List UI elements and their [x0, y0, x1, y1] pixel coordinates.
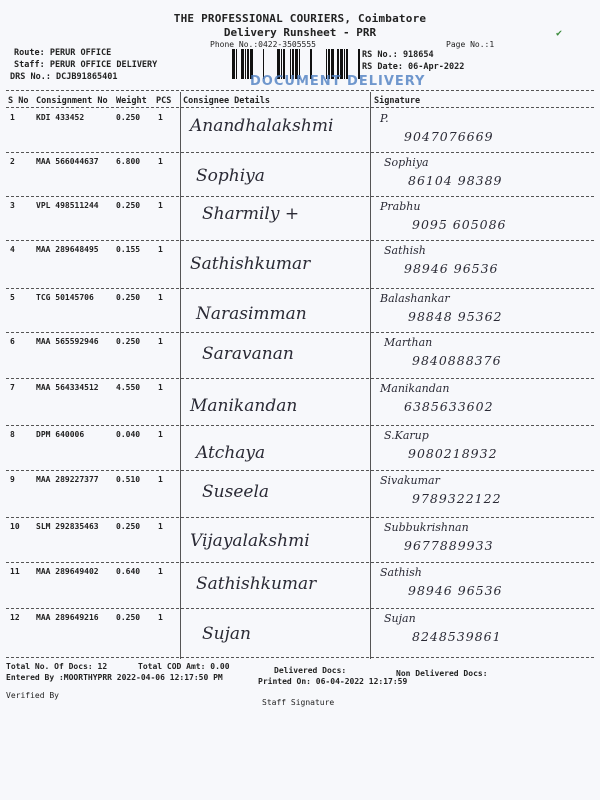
barcode-bar	[241, 49, 244, 79]
row-pcs: 1	[158, 245, 163, 254]
row-consignee-name: Saravanan	[202, 344, 294, 364]
row-divider	[6, 657, 594, 658]
rs-number: RS No.: 918654	[362, 50, 434, 60]
document-delivery-stamp: DOCUMENT DELIVERY	[250, 74, 426, 89]
row-weight: 0.040	[116, 430, 141, 439]
barcode-bar	[245, 49, 246, 79]
row-divider	[6, 470, 594, 471]
header-bottom-rule	[6, 107, 594, 108]
row-consignee-name: Vijayalakshmi	[190, 531, 310, 551]
row-consignment-no: MAA 289227377	[36, 475, 99, 484]
row-mobile-number: 98946 96536	[404, 261, 499, 276]
rs-date: RS Date: 06-Apr-2022	[362, 62, 465, 72]
row-pcs: 1	[158, 430, 163, 439]
row-pcs: 1	[158, 613, 163, 622]
row-mobile-number: 9789322122	[412, 491, 502, 506]
row-pcs: 1	[158, 293, 163, 302]
row-mobile-number: 86104 98389	[408, 173, 503, 188]
row-sno: 5	[10, 293, 15, 302]
row-consignee-name: Narasimman	[196, 304, 307, 324]
printed-on: Printed On: 06-04-2022 12:17:59	[258, 677, 408, 686]
row-mobile-number: 6385633602	[404, 399, 494, 414]
row-pcs: 1	[158, 337, 163, 346]
row-mobile-number: 9095 605086	[412, 217, 507, 232]
col-sno: S No	[8, 96, 29, 106]
row-sno: 1	[10, 113, 15, 122]
row-consignee-name: Suseela	[202, 482, 270, 502]
staff-signature: Staff Signature	[262, 698, 335, 707]
row-sno: 7	[10, 383, 15, 392]
row-sno: 10	[10, 522, 20, 531]
row-sno: 3	[10, 201, 15, 210]
row-mobile-number: 9080218932	[408, 446, 498, 461]
row-divider	[6, 425, 594, 426]
phone-number: Phone No.:0422-3505555	[210, 40, 316, 49]
row-consignee-name: Sathishkumar	[190, 254, 311, 274]
barcode-bar	[236, 49, 237, 79]
row-consignee-name: Sharmily +	[202, 204, 300, 224]
row-signature: Sathish	[384, 244, 426, 257]
col-signature: Signature	[374, 96, 421, 106]
row-weight: 6.800	[116, 157, 141, 166]
consignee-column-line	[180, 92, 181, 659]
row-consignment-no: MAA 565592946	[36, 337, 99, 346]
row-mobile-number: 8248539861	[412, 629, 502, 644]
staff: Staff: PERUR OFFICE DELIVERY	[14, 60, 158, 70]
row-sno: 9	[10, 475, 15, 484]
row-sno: 2	[10, 157, 15, 166]
barcode-bar	[232, 49, 235, 79]
row-weight: 0.250	[116, 113, 141, 122]
row-consignment-no: DPM 640006	[36, 430, 85, 439]
page-number: Page No.:1	[446, 40, 495, 49]
row-weight: 0.510	[116, 475, 141, 484]
company-name: THE PROFESSIONAL COURIERS, Coimbatore	[173, 12, 427, 25]
col-weight: Weight	[116, 96, 147, 106]
row-sno: 11	[10, 567, 20, 576]
row-consignment-no: TCG 50145706	[36, 293, 94, 302]
total-cod: Total COD Amt: 0.00	[138, 662, 230, 671]
row-consignee-name: Sophiya	[196, 166, 265, 186]
row-pcs: 1	[158, 383, 163, 392]
row-divider	[6, 152, 594, 153]
entered-by: Entered By :MOORTHYPRR 2022-04-06 12:17:50 PM	[6, 673, 223, 682]
row-consignment-no: VPL 498511244	[36, 201, 99, 210]
row-pcs: 1	[158, 567, 163, 576]
row-consignee-name: Sujan	[202, 624, 251, 644]
row-weight: 0.250	[116, 201, 141, 210]
row-sno: 6	[10, 337, 15, 346]
row-signature: Sujan	[384, 612, 416, 625]
row-consignment-no: MAA 289648495	[36, 245, 99, 254]
barcode-bar	[247, 49, 249, 79]
col-pcs: PCS	[156, 96, 172, 106]
row-mobile-number: 9677889933	[404, 538, 494, 553]
row-consignment-no: MAA 566044637	[36, 157, 99, 166]
row-pcs: 1	[158, 113, 163, 122]
drs-number: DRS No.: DCJB91865401	[10, 72, 118, 82]
row-divider	[6, 517, 594, 518]
row-weight: 0.250	[116, 613, 141, 622]
row-mobile-number: 9047076669	[404, 129, 494, 144]
row-weight: 0.250	[116, 522, 141, 531]
delivered-docs: Delivered Docs:	[274, 666, 347, 675]
row-consignee-name: Atchaya	[196, 443, 266, 463]
row-pcs: 1	[158, 201, 163, 210]
row-consignee-name: Anandhalakshmi	[190, 116, 334, 136]
row-signature: P.	[380, 112, 389, 125]
row-signature: Sivakumar	[380, 474, 440, 487]
row-divider	[6, 240, 594, 241]
row-divider	[6, 196, 594, 197]
row-weight: 0.250	[116, 293, 141, 302]
col-consignee: Consignee Details	[183, 96, 270, 106]
row-sno: 4	[10, 245, 15, 254]
row-pcs: 1	[158, 522, 163, 531]
row-weight: 0.250	[116, 337, 141, 346]
row-signature: Sophiya	[384, 156, 429, 169]
row-signature: S.Karup	[384, 429, 429, 442]
row-signature: Prabhu	[380, 200, 421, 213]
row-mobile-number: 98946 96536	[408, 583, 503, 598]
total-docs: Total No. Of Docs: 12	[6, 662, 108, 671]
signature-column-line	[370, 92, 371, 659]
row-signature: Sathish	[380, 566, 422, 579]
row-divider	[6, 332, 594, 333]
row-pcs: 1	[158, 157, 163, 166]
row-weight: 0.640	[116, 567, 141, 576]
row-signature: Balashankar	[380, 292, 450, 305]
row-consignment-no: MAA 564334512	[36, 383, 99, 392]
row-weight: 4.550	[116, 383, 141, 392]
header-top-rule	[6, 90, 594, 91]
row-divider	[6, 288, 594, 289]
row-consignment-no: KDI 433452	[36, 113, 85, 122]
row-consignee-name: Sathishkumar	[196, 574, 317, 594]
check-mark-icon: ✔	[556, 28, 563, 39]
row-divider	[6, 378, 594, 379]
row-mobile-number: 98848 95362	[408, 309, 503, 324]
row-pcs: 1	[158, 475, 163, 484]
row-signature: Marthan	[384, 336, 433, 349]
document-title: Delivery Runsheet - PRR	[223, 26, 377, 39]
row-sno: 12	[10, 613, 20, 622]
row-weight: 0.155	[116, 245, 141, 254]
verified-by: Verified By	[6, 691, 59, 700]
col-consignment: Consignment No	[36, 96, 108, 106]
row-consignment-no: MAA 289649216	[36, 613, 99, 622]
row-consignee-name: Manikandan	[190, 396, 298, 416]
row-mobile-number: 9840888376	[412, 353, 502, 368]
route: Route: PERUR OFFICE	[14, 48, 112, 58]
row-sno: 8	[10, 430, 15, 439]
row-consignment-no: SLM 292835463	[36, 522, 99, 531]
row-divider	[6, 608, 594, 609]
row-consignment-no: MAA 289649402	[36, 567, 99, 576]
row-signature: Subbukrishnan	[384, 521, 469, 534]
non-delivered-docs: Non Delivered Docs:	[396, 669, 488, 678]
row-signature: Manikandan	[380, 382, 450, 395]
row-divider	[6, 562, 594, 563]
